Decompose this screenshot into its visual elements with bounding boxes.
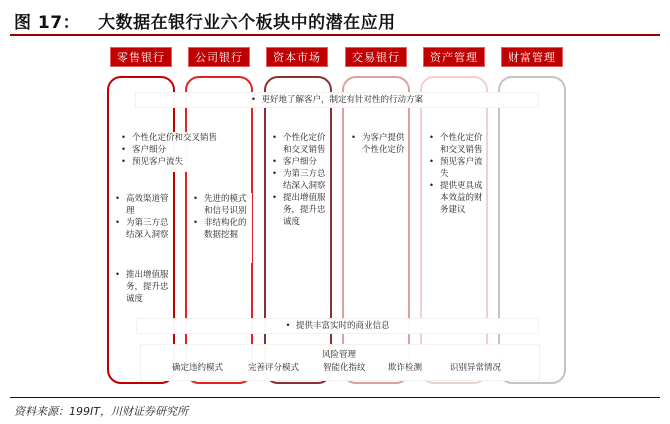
risk-item: 智能化指纹 [323,363,366,373]
source-note [14,403,188,419]
list-item: • 预见客户流失 [118,156,238,168]
source-prefix: 资料来源： [14,405,69,418]
shared-benefit-text: 更好地了解客户，制定有针对性的行动方案 [261,95,423,105]
list-item: • 个性化定价和交叉销售 [269,132,327,156]
bullet: • [285,321,296,331]
column-label-corporate: 公司银行 [188,47,250,67]
list-item: • 预见客户流失 [426,156,484,180]
risk-management-label: 风险管理 [322,350,357,360]
source-org-2: 川财证券研究所 [110,405,188,418]
shared-info-text: 提供丰富实时的商业信息 [295,321,390,331]
list-item: • 高效渠道管理 [112,193,170,217]
risk-item: 确定违约模式 [172,363,224,373]
column-box-wealth-mgmt [498,76,566,384]
asset-mgmt-group [426,132,486,236]
capital-markets-group [269,132,329,244]
column-box-transaction [342,76,410,384]
retail-group-1 [118,132,238,172]
column-label-asset-mgmt: 资产管理 [423,47,485,67]
list-item: • 个性化定价和交叉销售 [118,132,238,144]
source-org-1: 199IT [69,405,100,418]
figure-number: 图 17： [14,13,81,33]
bullet: • [251,95,262,105]
column-label-capital-markets: 资本市场 [266,47,328,67]
list-item: • 客户细分 [269,156,327,168]
list-item: • 推出增值服务，提升忠诚度 [112,269,170,305]
list-item: • 提出增值服务，提升忠诚度 [269,192,327,228]
list-item: • 非结构化的数据挖掘 [190,217,250,241]
list-item: • 客户细分 [118,144,238,156]
figure-title-text: 大数据在银行业六个板块中的潜在应用 [98,13,396,33]
corporate-group [190,193,252,263]
transaction-group [348,132,408,172]
risk-item: 识别异常情况 [450,363,502,373]
source-sep: ， [99,405,111,418]
shared-benefit-band-mid [136,318,539,334]
list-item: • 先进的模式和信号识别 [190,193,250,217]
list-item: • 个性化定价和交叉销售 [426,132,484,156]
footer-divider [10,397,660,398]
list-item: • 为第三方总结深入洞察 [269,168,327,192]
retail-group-3 [112,269,172,309]
list-item: • 为客户提供个性化定价 [348,132,406,156]
figure-title [14,8,396,32]
list-item: • 为第三方总结深入洞察 [112,217,170,241]
column-label-retail: 零售银行 [110,47,172,67]
risk-item: 完善评分模式 [248,363,300,373]
retail-group-2 [112,193,172,253]
column-label-wealth-mgmt: 财富管理 [501,47,563,67]
title-divider [10,34,660,36]
list-item: • 提供更具成本效益的财务建议 [426,180,484,216]
shared-benefit-band-top [135,92,539,108]
column-label-transaction: 交易银行 [345,47,407,67]
risk-item: 欺诈检测 [388,363,423,373]
